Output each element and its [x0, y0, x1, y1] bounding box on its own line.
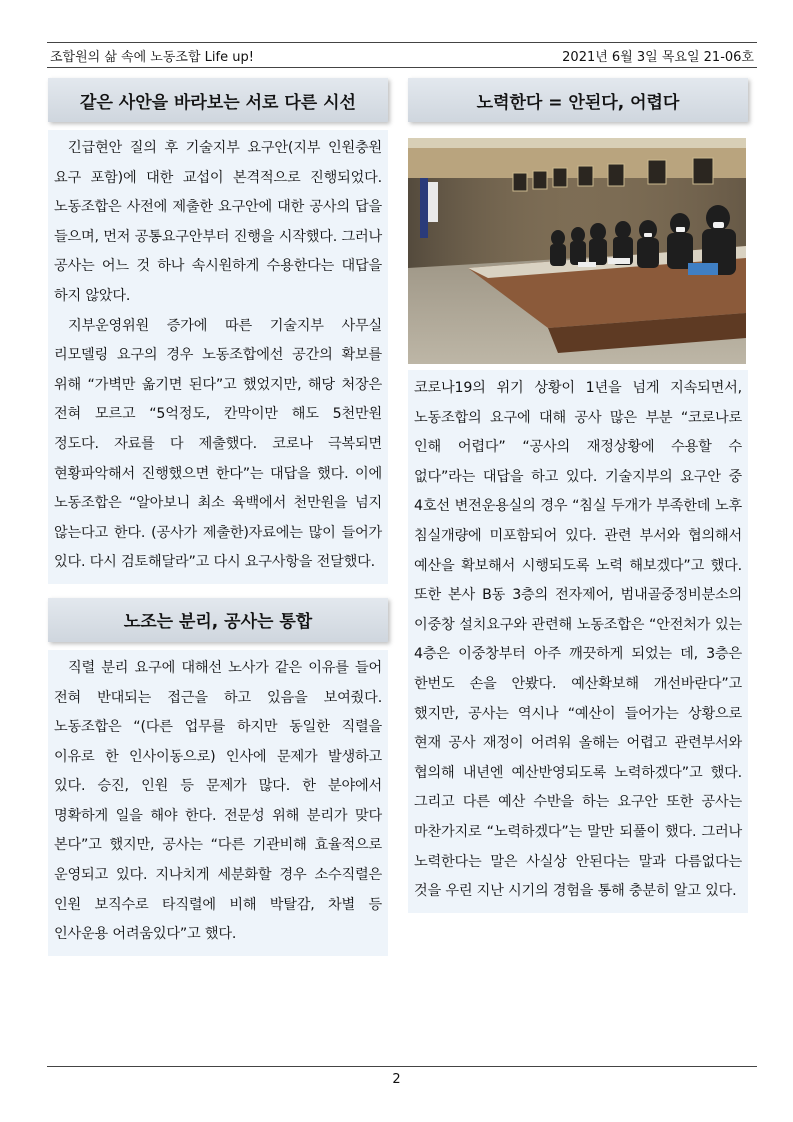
footer-divider: [47, 1066, 757, 1067]
section-body-effort-means-no: [408, 370, 748, 913]
section-body-different-views: [48, 130, 388, 584]
right-column: [408, 78, 748, 913]
section-title-different-views: 같은 사안을 바라보는 서로 다른 시선: [48, 78, 388, 122]
section-title-effort-means-no: 노력한다 = 안된다, 어렵다: [408, 78, 748, 122]
newsletter-title: 조합원의 삶 속에 노동조합 Life up!: [50, 49, 254, 65]
paragraph: 직렬 분리 요구에 대해선 노사가 같은 이유를 들어 전혀 반대되는 접근을 하고 있음을 보여줬다. 노동조합은 “(다른 업무를 하지만 동일한 직렬을 이유로 한 인사이동으로) 인사에 문제가 발생하고 있다. 승진, 인원 등 문제가 많다. 한 분야에서 명확하게 일을 해야 한다. 전문성 위해 분리가 맞다 본다”고 했지만, 공사는 “다른 기관비해 효율적으로 운영되고 있다. 지나치게 세분화할 경우 소수직렬은 인원 보직수로 타직렬에 비해 박탈감, 차별 등 인사운용 어려움있다”고 했다.: [54, 659, 382, 943]
section-title-union-split: 노조는 분리, 공사는 통합: [48, 598, 388, 642]
left-column: [48, 78, 388, 956]
meeting-photo-illustration: [408, 138, 746, 364]
paragraph: 긴급현안 질의 후 기술지부 요구안(지부 인원충원 요구 포함)에 대한 교섭이 본격적으로 진행되었다. 노동조합은 사전에 제출한 요구안에 대한 공사의 답을 들으며, 먼저 공통요구안부터 진행을 시작했다. 그러나 공사는 어느 것 하나 속시원하게 수용한다는 대답을 하지 않았다.: [54, 140, 382, 304]
page-number: 2: [392, 1072, 401, 1087]
issue-date: 2021년 6월 3일 목요일 21-06호: [562, 49, 754, 65]
page-header: [47, 42, 757, 68]
paragraph: 코로나19의 위기 상황이 1년을 넘게 지속되면서, 노동조합의 요구에 대해 공사 많은 부분 “코로나로 인해 어렵다” “공사의 재정상황에 수용할 수 없다”라는 대답을 하고 있다. 기술지부의 요구안 중 4호선 변전운용실의 경우 “침실 두개가 부족한데 노후 침실개량에 미포함되어 있다. 관련 부서와 협의해서 예산을 확보해서 시행되도록 노력 해보겠다”고 했다. 또한 본사 B동 3층의 전자제어, 범내골중정비분소의 이중창 설치요구와 관련해 노동조합은 “안전처가 있는 4층은 이중창부터 아주 깨끗하게 되었는 데, 3층은 한번도 손을 안봤다. 예산확보해 개선바란다”고 했지만, 공사는 역시나 “예산이 들어가는 상황으로 현재 공사 재정이 어려워 올해는 어렵고 관련부서와 협의해 내년엔 예산반영되도록 노력하겠다”고 했다. 그리고 다른 예산 수반을 하는 요구안 또한 공사는 마찬가지로 “노력하겠다”는 말만 되풀이 했다. 그러나 노력한다는 말은 사실상 안된다는 말과 다름없다는 것을 우린 지난 시기의 경험을 통해 충분히 알고 있다.: [414, 380, 742, 900]
section-body-union-split: [48, 650, 388, 956]
meeting-room-photo: [408, 138, 746, 364]
paragraph: 지부운영위원 증가에 따른 기술지부 사무실 리모델링 요구의 경우 노동조합에선 공간의 확보를 위해 “가벽만 옮기면 된다”고 했었지만, 해당 처장은 전혀 모르고 “5억정도, 칸막이만 해도 5천만원 정도다. 자료를 다 제출했다. 코로나 극복되면 현황파악해서 진행했으면 한다”는 대답을 했다. 이에 노동조합은 “알아보니 최소 육백에서 천만원을 넘지 않는다고 한다. (공사가 제출한)자료에는 많이 들어가 있다. 다시 검토해달라”고 다시 요구사항을 전달했다.: [54, 317, 382, 571]
